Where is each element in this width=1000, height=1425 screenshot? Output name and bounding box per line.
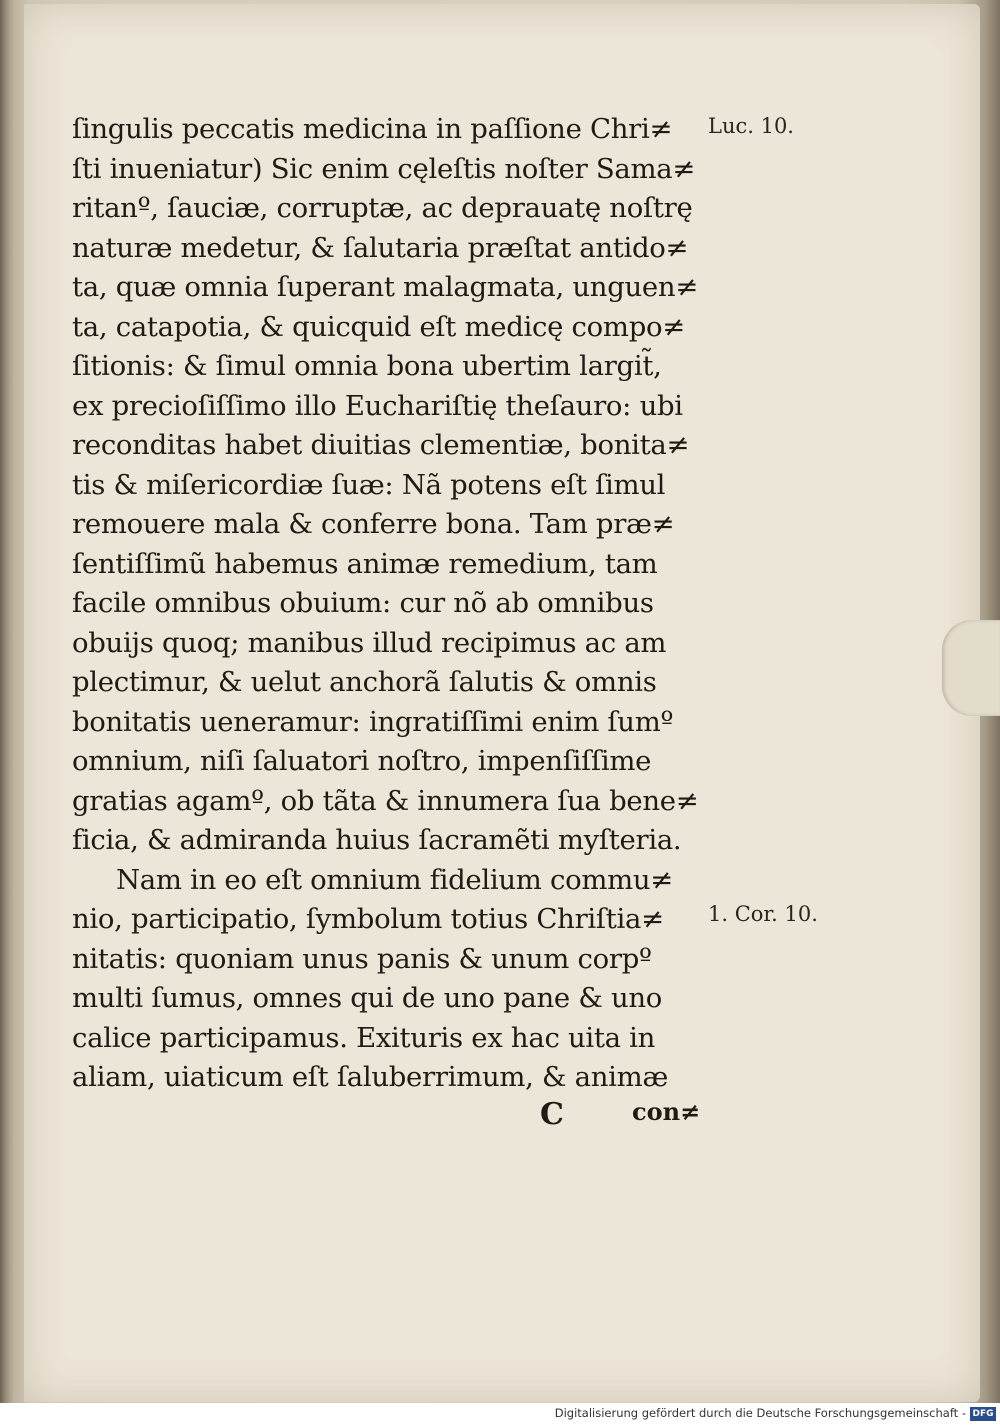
text-line: calice participamus. Exituris ex hac uita in [72, 1021, 656, 1054]
footer-credit: Digitalisierung gefördert durch die Deutsche Forschungsgemeinschaft - [554, 1406, 966, 1420]
text-line: ta, catapotia, & quicquid eſt medicę compo≠ [72, 310, 685, 343]
text-line: ſentiſſimũ habemus animæ remedium, tam [72, 547, 658, 580]
text-line: ficia, & admiranda huius ſacramẽti myſteria. [72, 824, 682, 856]
text-line: reconditas habet diuitias clementiæ, bonita≠ [72, 429, 690, 461]
page-tab-marker [942, 620, 1000, 716]
marginal-note-corinthians: 1. Cor. 10. [708, 902, 818, 926]
text-line: plectimur, & uelut anchorã ſalutis & omnis [72, 666, 657, 698]
text-line: facile omnibus obuium: cur nõ ab omnibus [72, 587, 654, 619]
catchword: con≠ [632, 1097, 701, 1126]
text-line: nitatis: quoniam unus panis & unum corpº [72, 942, 652, 975]
text-line: ritanº, ſauciæ, corruptæ, ac deprauatę noſtrę [72, 192, 693, 224]
text-line: omnium, niſi ſaluatori noſtro, impenſiſſime [72, 745, 652, 777]
text-line: obuijs quoq; manibus illud recipimus ac am [72, 626, 667, 659]
signature-mark: C [540, 1097, 564, 1132]
text-line: tis & miſericordiæ ſuæ: Nã potens eſt ſimul [72, 468, 666, 501]
text-line: bonitatis ueneramur: ingratiſſimi enim ſumº [72, 705, 674, 738]
text-line: nio, participatio, ſymbolum totius Chriſtia≠ [72, 903, 664, 935]
text-line: aliam, uiaticum eſt ſaluberrimum, & animæ [72, 1061, 669, 1093]
text-line: remouere mala & conferre bona. Tam præ≠ [72, 508, 675, 540]
text-line: gratias agamº, ob tãta & innumera ſua bene≠ [72, 784, 699, 817]
text-line: ſti inueniatur) Sic enim cęleſtis noſter Sama≠ [72, 152, 696, 185]
text-line: multi ſumus, omnes qui de uno pane & uno [72, 982, 663, 1014]
text-line-paragraph-start: Nam in eo eſt omnium fidelium commu≠ [116, 863, 674, 896]
text-line: ſitionis: & ſimul omnia bona ubertim largit̃, [72, 350, 662, 382]
text-line: naturæ medetur, & ſalutaria præſtat antido≠ [72, 231, 689, 264]
main-text-block [72, 110, 702, 1098]
footer-bar [0, 1403, 1000, 1425]
text-line: ſingulis peccatis medicina in paſſione Chri≠ [72, 113, 673, 145]
marginal-note-luke: Luc. 10. [708, 114, 794, 138]
dfg-logo-icon: DFG [970, 1407, 996, 1421]
text-line: ex precioſiſſimo illo Euchariſtię theſauro: ubi [72, 389, 683, 422]
text-line: ta, quæ omnia ſuperant malagmata, unguen≠ [72, 271, 699, 303]
